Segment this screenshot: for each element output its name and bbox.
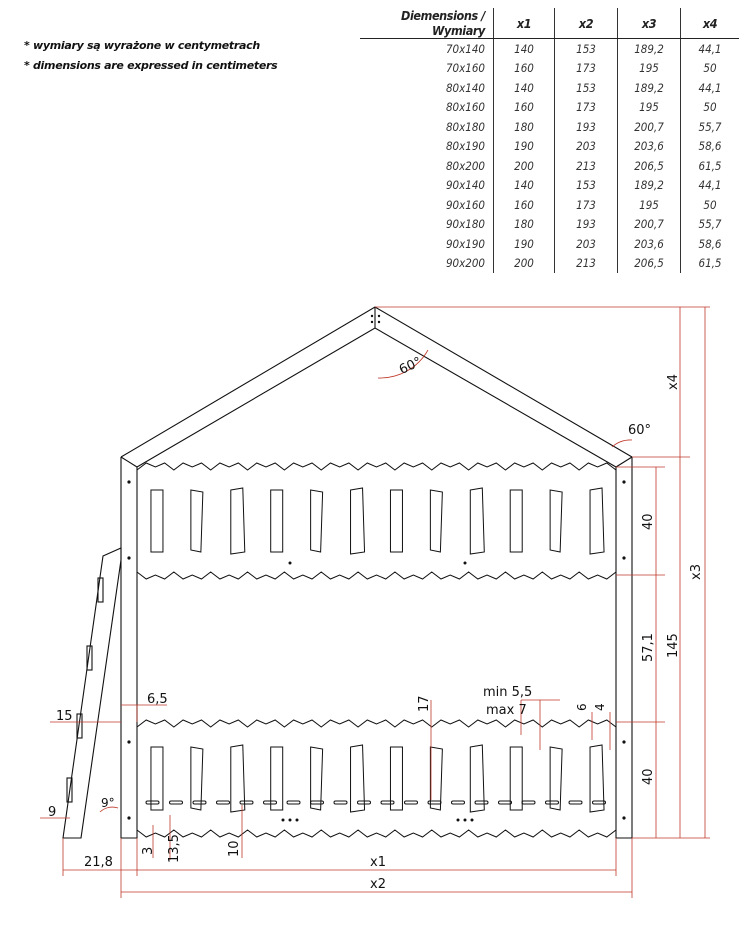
upper-rail-slot bbox=[191, 490, 203, 552]
cell-size: 90x180 bbox=[445, 217, 485, 232]
label-10: 10 bbox=[227, 840, 242, 857]
screw bbox=[127, 740, 130, 743]
cell-size: 70x160 bbox=[445, 61, 485, 76]
cell-x4: 61,5 bbox=[681, 156, 740, 176]
cell-x2: 153 bbox=[555, 176, 618, 196]
cell-x4: 50 bbox=[681, 98, 740, 118]
cell-size: 90x190 bbox=[445, 236, 485, 251]
screws bbox=[127, 315, 625, 822]
cell-x1: 180 bbox=[494, 117, 555, 137]
label-x3: x3 bbox=[689, 564, 704, 580]
cell-x1: 190 bbox=[494, 137, 555, 157]
label-6: 6 bbox=[575, 703, 589, 711]
cell-x4: 44,1 bbox=[681, 176, 740, 196]
cell-x4: 50 bbox=[681, 59, 740, 79]
cell-x4: 58,6 bbox=[681, 137, 740, 157]
cell-x2: 173 bbox=[555, 59, 618, 79]
label-ladder-angle: 9° bbox=[101, 796, 115, 810]
cell-x3: 195 bbox=[618, 195, 681, 215]
cell-size: 90x140 bbox=[445, 178, 485, 193]
rails bbox=[137, 463, 616, 837]
label-3: 3 bbox=[141, 846, 156, 855]
label-15: 15 bbox=[56, 709, 73, 724]
col-header-size: Diemensions / Wymiary bbox=[360, 8, 494, 39]
left-post bbox=[121, 457, 137, 838]
cell-x1: 160 bbox=[494, 98, 555, 118]
label-4: 4 bbox=[593, 703, 607, 711]
cell-x1: 190 bbox=[494, 234, 555, 254]
label-x2: x2 bbox=[370, 877, 386, 892]
screw bbox=[622, 740, 625, 743]
note-polish: * wymiary są wyrażone w centymetrach bbox=[24, 39, 260, 52]
upper-rail-slot bbox=[510, 490, 522, 552]
screw bbox=[282, 819, 285, 822]
slat-hole bbox=[499, 801, 512, 804]
label-x1: x1 bbox=[370, 855, 386, 870]
col-header-x1: x1 bbox=[494, 8, 555, 39]
bed-outline bbox=[63, 307, 632, 838]
upper-rail-slot bbox=[470, 488, 484, 554]
slat-hole bbox=[264, 801, 277, 804]
cell-x3: 189,2 bbox=[618, 176, 681, 196]
label-min: min 5,5 bbox=[483, 685, 533, 700]
slat-hole bbox=[217, 801, 230, 804]
slat-hole bbox=[546, 801, 559, 804]
cell-x1: 160 bbox=[494, 59, 555, 79]
cell-x2: 173 bbox=[555, 98, 618, 118]
label-corner-angle: 60° bbox=[628, 423, 652, 438]
lower-rail-slot bbox=[510, 747, 522, 810]
label-17: 17 bbox=[417, 695, 432, 712]
cell-x2: 153 bbox=[555, 78, 618, 98]
cell-x3: 206,5 bbox=[618, 156, 681, 176]
cell-x1: 200 bbox=[494, 156, 555, 176]
cell-x3: 195 bbox=[618, 59, 681, 79]
cell-x3: 203,6 bbox=[618, 234, 681, 254]
screw bbox=[127, 480, 130, 483]
dimension-labels bbox=[48, 355, 704, 892]
slat-hole bbox=[170, 801, 183, 804]
upper-rail-slot bbox=[151, 490, 163, 552]
slat-hole bbox=[522, 801, 535, 804]
upper-rail-slot bbox=[271, 490, 283, 552]
slat-hole bbox=[381, 801, 394, 804]
cell-x3: 189,2 bbox=[618, 78, 681, 98]
slat-hole bbox=[569, 801, 582, 804]
slat-hole bbox=[240, 801, 253, 804]
screw bbox=[464, 819, 467, 822]
lower-rail-slot bbox=[231, 745, 245, 812]
cell-x1: 140 bbox=[494, 78, 555, 98]
label-9: 9 bbox=[48, 805, 57, 820]
cell-x2: 193 bbox=[555, 117, 618, 137]
cell-x1: 140 bbox=[494, 39, 555, 59]
cell-x1: 160 bbox=[494, 195, 555, 215]
screw bbox=[471, 819, 474, 822]
cell-size: 90x160 bbox=[445, 197, 485, 212]
note-english: * dimensions are expressed in centimeters bbox=[24, 59, 278, 72]
upper-rail-slot bbox=[390, 490, 402, 552]
cell-x2: 213 bbox=[555, 254, 618, 274]
screw bbox=[622, 480, 625, 483]
slat-hole bbox=[193, 801, 206, 804]
cell-x1: 200 bbox=[494, 254, 555, 274]
cell-size: 80x200 bbox=[445, 158, 485, 173]
lower-rail-bottom-edge bbox=[137, 830, 616, 837]
screw bbox=[371, 315, 373, 317]
slat-hole bbox=[405, 801, 418, 804]
slat-hole bbox=[311, 801, 324, 804]
lower-rail-slot bbox=[470, 745, 484, 812]
slat-hole bbox=[475, 801, 488, 804]
lower-rail-top-edge bbox=[137, 720, 616, 727]
cell-x2: 203 bbox=[555, 137, 618, 157]
cell-x4: 44,1 bbox=[681, 39, 740, 59]
cell-x2: 213 bbox=[555, 156, 618, 176]
cell-x4: 58,6 bbox=[681, 234, 740, 254]
cell-size: 80x190 bbox=[445, 139, 485, 154]
cell-x4: 50 bbox=[681, 195, 740, 215]
label-40-top: 40 bbox=[641, 513, 656, 530]
screw bbox=[127, 816, 130, 819]
screw bbox=[464, 562, 467, 565]
screw bbox=[457, 819, 460, 822]
slat-hole bbox=[287, 801, 300, 804]
slat-hole bbox=[146, 801, 159, 804]
cell-x3: 195 bbox=[618, 98, 681, 118]
label-max: max 7 bbox=[486, 703, 527, 718]
cell-size: 80x180 bbox=[445, 119, 485, 134]
right-post bbox=[616, 457, 632, 838]
slat-hole bbox=[334, 801, 347, 804]
label-40-bottom: 40 bbox=[641, 768, 656, 785]
upper-rail-slot bbox=[311, 490, 323, 552]
upper-rail-slot bbox=[590, 488, 604, 554]
upper-rail-bottom-edge bbox=[137, 572, 616, 579]
screw bbox=[622, 816, 625, 819]
cell-x4: 44,1 bbox=[681, 78, 740, 98]
col-header-x2: x2 bbox=[555, 8, 618, 39]
cell-x1: 180 bbox=[494, 215, 555, 235]
cell-x3: 200,7 bbox=[618, 215, 681, 235]
screw bbox=[289, 819, 292, 822]
dimension-lines bbox=[40, 307, 710, 898]
label-6-5: 6,5 bbox=[147, 692, 168, 707]
screw bbox=[289, 562, 292, 565]
cell-x2: 153 bbox=[555, 39, 618, 59]
label-13-5: 13,5 bbox=[167, 834, 182, 863]
slat-hole bbox=[452, 801, 465, 804]
cell-x3: 206,5 bbox=[618, 254, 681, 274]
cell-x2: 193 bbox=[555, 215, 618, 235]
label-roof-angle: 60° bbox=[396, 354, 425, 378]
cell-x4: 55,7 bbox=[681, 215, 740, 235]
cell-x3: 200,7 bbox=[618, 117, 681, 137]
upper-rail-slot bbox=[550, 490, 562, 552]
cell-size: 80x140 bbox=[445, 80, 485, 95]
cell-x4: 61,5 bbox=[681, 254, 740, 274]
cell-x1: 140 bbox=[494, 176, 555, 196]
upper-rail-slot bbox=[430, 490, 442, 552]
upper-rail-slot bbox=[231, 488, 245, 554]
cell-x2: 203 bbox=[555, 234, 618, 254]
col-header-x4: x4 bbox=[681, 8, 740, 39]
screw bbox=[371, 321, 373, 323]
cell-size: 90x200 bbox=[445, 256, 485, 271]
screw bbox=[622, 556, 625, 559]
upper-rail-top-edge bbox=[137, 463, 616, 470]
label-145: 145 bbox=[666, 633, 681, 658]
screw bbox=[296, 819, 299, 822]
screw bbox=[378, 315, 380, 317]
cell-x2: 173 bbox=[555, 195, 618, 215]
cell-x3: 189,2 bbox=[618, 39, 681, 59]
screw bbox=[378, 321, 380, 323]
cell-x4: 55,7 bbox=[681, 117, 740, 137]
upper-rail-slot bbox=[351, 488, 365, 554]
roof-inner bbox=[137, 328, 616, 467]
cell-size: 70x140 bbox=[445, 41, 485, 56]
screw bbox=[127, 556, 130, 559]
cell-x3: 203,6 bbox=[618, 137, 681, 157]
label-x4: x4 bbox=[666, 374, 681, 390]
label-57-1: 57,1 bbox=[641, 633, 656, 662]
col-header-x3: x3 bbox=[618, 8, 681, 39]
cell-size: 80x160 bbox=[445, 100, 485, 115]
label-21-8: 21,8 bbox=[84, 855, 113, 870]
ladder-step bbox=[98, 578, 103, 602]
